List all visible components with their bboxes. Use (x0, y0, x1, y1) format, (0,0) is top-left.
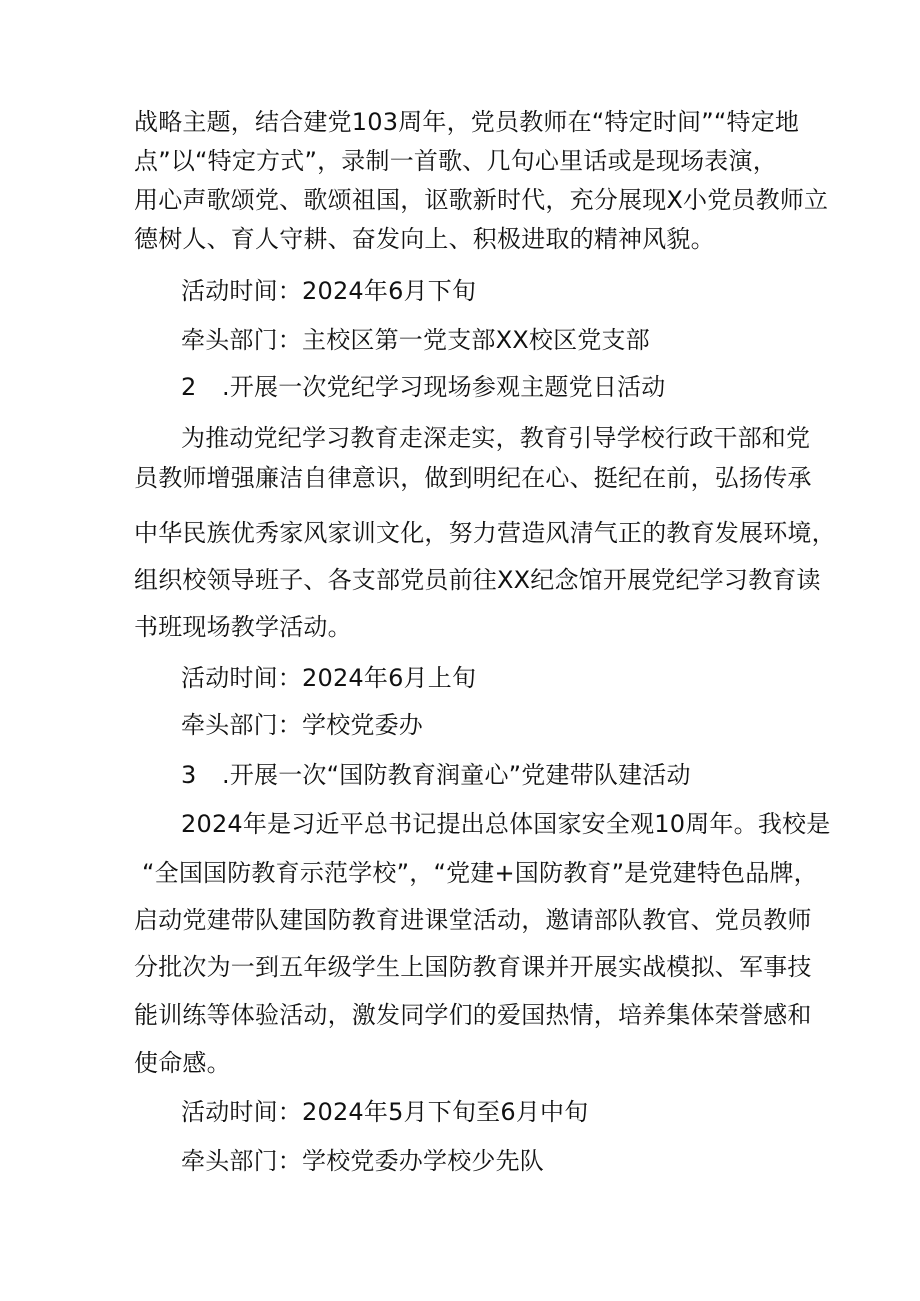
lead-department-3: 牵头部门：学校党委办学校少先队 (181, 1147, 544, 1175)
paragraph-3-line-5: 能训练等体验活动，激发同学们的爱国热情，培养集体荣誉感和 (134, 1001, 812, 1029)
paragraph-1-line-1: 战略主题，结合建党103周年，党员教师在“特定时间”“特定地 (134, 108, 800, 136)
activity-time-2: 活动时间：2024年6月上旬 (181, 664, 477, 692)
lead-department-1: 牵头部门：主校区第一党支部XX校区党支部 (181, 326, 650, 354)
paragraph-2-line-4: 组织校领导班子、各支部党员前往XX纪念馆开展党纪学习教育读 (134, 566, 821, 594)
paragraph-3-line-2: “全国国防教育示范学校”，“党建+国防教育”是党建特色品牌， (142, 859, 818, 887)
paragraph-2-line-1: 为推动党纪学习教育走深走实，教育引导学校行政干部和党 (181, 424, 811, 452)
activity-time-3: 活动时间：2024年5月下旬至6月中旬 (181, 1098, 589, 1126)
item-heading-2: .开展一次党纪学习现场参观主题党日活动 (222, 373, 666, 401)
paragraph-1-line-2: 点”以“特定方式”，录制一首歌、几句心里话或是现场表演， (134, 147, 777, 175)
item-number-2: 2 (181, 373, 197, 401)
paragraph-3-line-4: 分批次为一到五年级学生上国防教育课并开展实战模拟、军事技 (134, 953, 812, 981)
paragraph-2-line-5: 书班现场教学活动。 (134, 613, 352, 641)
activity-time-1: 活动时间：2024年6月下旬 (181, 277, 477, 305)
item-heading-3: .开展一次“国防教育润童心”党建带队建活动 (222, 761, 691, 789)
paragraph-3-line-1: 2024年是习近平总书记提出总体国家安全观10周年。我校是 (181, 810, 831, 838)
lead-department-2: 牵头部门：学校党委办 (181, 711, 423, 739)
paragraph-2-line-3: 中华民族优秀家风家训文化，努力营造风清气正的教育发展环境， (134, 519, 836, 547)
paragraph-3-line-6: 使命感。 (134, 1049, 231, 1077)
paragraph-3-line-3: 启动党建带队建国防教育进课堂活动，邀请部队教官、党员教师 (134, 906, 812, 934)
item-number-3: 3 (181, 761, 197, 789)
paragraph-1-line-3: 用心声歌颂党、歌颂祖国，讴歌新时代，充分展现X小党员教师立 (134, 186, 829, 214)
paragraph-2-line-2: 员教师增强廉洁自律意识，做到明纪在心、挺纪在前，弘扬传承 (134, 464, 812, 492)
paragraph-1-line-4: 德树人、育人守耕、奋发向上、积极进取的精神风貌。 (134, 225, 715, 253)
